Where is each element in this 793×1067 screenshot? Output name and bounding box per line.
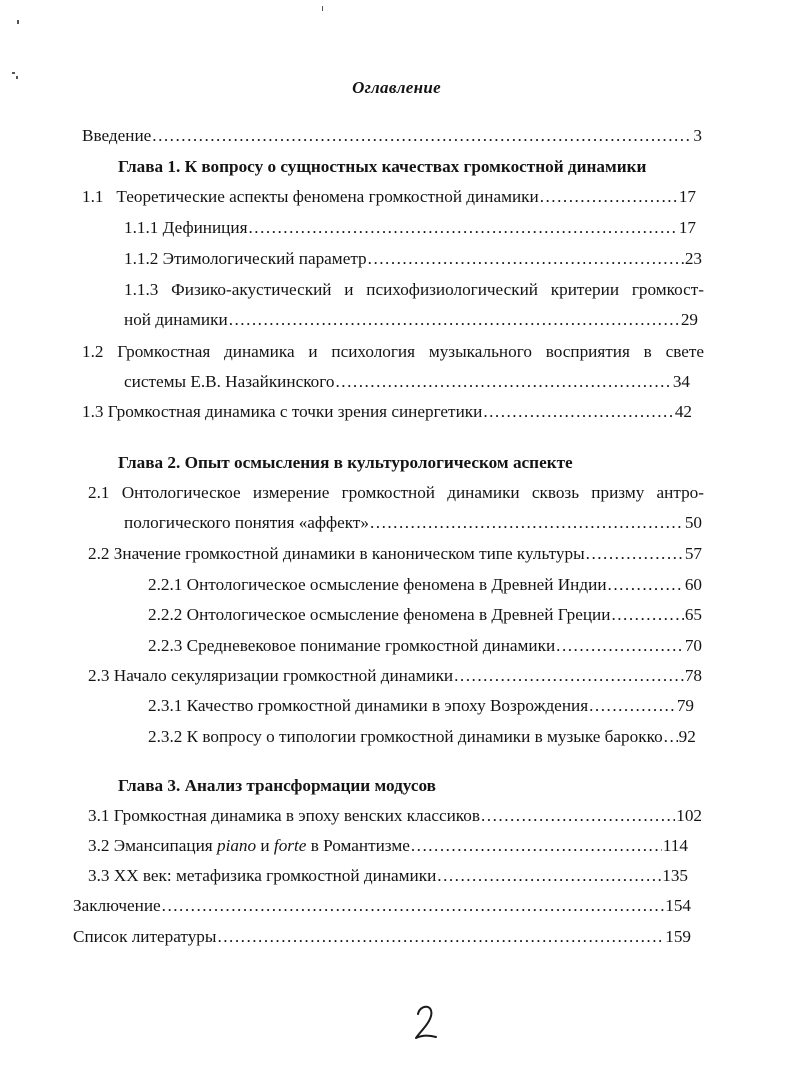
- toc-entry-2-1-line2[interactable]: [124, 511, 702, 535]
- toc-leader-dots: [162, 894, 665, 918]
- toc-page-number: 29: [680, 310, 698, 329]
- toc-page-number: 34: [672, 372, 690, 391]
- scan-speck: [322, 6, 323, 11]
- chapter-heading: Глава 3. Анализ трансформации модусов: [118, 776, 436, 795]
- toc-page-number: 17: [678, 218, 696, 237]
- toc-label: 3.3 XX век: метафизика громкостной динамики: [88, 866, 437, 885]
- toc-entry-3-3[interactable]: [88, 864, 688, 888]
- term-piano: piano: [216, 836, 257, 855]
- toc-label: 1.1.1 Дефиниция: [124, 218, 248, 237]
- toc-label: [88, 834, 410, 858]
- toc-entry-2-3-2[interactable]: [148, 725, 706, 749]
- toc-entry-intro[interactable]: [82, 124, 702, 148]
- toc-label: 3.1 Громкостная динамика в эпоху венских классиков: [88, 806, 480, 825]
- toc-label: 1.1.2 Этимологический параметр: [124, 249, 367, 268]
- toc-leader-dots: [152, 124, 692, 148]
- toc-label: 2.3.2 К вопросу о типологии громкостной динамики в музыке барокко: [148, 727, 663, 746]
- toc-entry-1-1[interactable]: [82, 185, 696, 209]
- toc-page-number: 92: [678, 727, 696, 746]
- toc-label-prefix: 3.2 Эмансипация: [88, 836, 217, 855]
- toc-label: 2.2.3 Средневековое понимание громкостной динамики: [148, 636, 556, 655]
- toc-leader-dots: [481, 804, 675, 828]
- toc-page-number: 50: [684, 513, 702, 532]
- toc-page-number: 79: [676, 696, 694, 715]
- toc-entry-3-2[interactable]: [88, 834, 688, 858]
- toc-label: Введение: [82, 126, 152, 145]
- toc-leader-dots: [368, 247, 684, 271]
- toc-entry-2-2-2[interactable]: [148, 603, 702, 627]
- toc-leader-dots: [611, 603, 683, 627]
- toc-label: Список литературы: [73, 927, 217, 946]
- toc-leader-dots: [454, 664, 684, 688]
- toc-entry-2-3-1[interactable]: [148, 694, 694, 718]
- toc-entry-1-1-3-line1[interactable]: 1.1.3 Физико-акустический и психофизиологический критерии громкост-: [124, 280, 704, 299]
- toc-label: пологического понятия «аффект»: [124, 513, 369, 532]
- toc-entry-2-3[interactable]: [88, 664, 702, 688]
- toc-label: системы Е.В. Назайкинского: [124, 372, 335, 391]
- toc-page-number: 60: [684, 575, 702, 594]
- toc-leader-dots: [556, 634, 684, 658]
- toc-leader-dots: [336, 370, 672, 394]
- toc-leader-dots: [540, 185, 678, 209]
- toc-label: 2.3 Начало секуляризации громкостной динамики: [88, 666, 454, 685]
- toc-entry-conclusion[interactable]: [73, 894, 691, 918]
- toc-label: 1.1 Теоретические аспекты феномена громкостной динамики: [82, 187, 539, 206]
- toc-page-number: 154: [665, 896, 691, 915]
- toc-page-number: 102: [676, 806, 702, 825]
- toc-page-number: 23: [684, 249, 702, 268]
- chapter-heading: Глава 2. Опыт осмысления в культурологическом аспекте: [118, 453, 573, 472]
- toc-leader-dots: [483, 400, 674, 424]
- toc-label: 2.2 Значение громкостной динамики в каноническом типе культуры: [88, 544, 585, 563]
- toc-entry-1-1-2[interactable]: [124, 247, 702, 271]
- toc-leader-dots: [608, 573, 684, 597]
- toc-label: Заключение: [73, 896, 161, 915]
- toc-entry-3-1[interactable]: [88, 804, 702, 828]
- toc-leader-dots: [229, 308, 680, 332]
- toc-label: 2.3.1 Качество громкостной динамики в эпоху Возрождения: [148, 696, 589, 715]
- toc-title: Оглавление: [352, 78, 441, 97]
- toc-page-number: 159: [665, 927, 691, 946]
- toc-leader-dots: [437, 864, 661, 888]
- toc-leader-dots: [586, 542, 684, 566]
- toc-leader-dots: [411, 834, 662, 858]
- toc-entry-1-2-line2[interactable]: [124, 370, 690, 394]
- term-forte: forte: [273, 836, 307, 855]
- chapter-heading: Глава 1. К вопросу о сущностных качествах громкостной динамики: [118, 157, 647, 176]
- toc-label: 2.2.2 Онтологическое осмысление феномена в Древней Греции: [148, 605, 611, 624]
- toc-leader-dots: [248, 216, 677, 240]
- toc-entry-references[interactable]: [73, 925, 691, 949]
- toc-page-number: 17: [678, 187, 696, 206]
- toc-label: 1.3 Громкостная динамика с точки зрения синергетики: [82, 402, 483, 421]
- toc-entry-2-2-1[interactable]: [148, 573, 702, 597]
- toc-entry-2-2[interactable]: [88, 542, 702, 566]
- toc-entry-1-1-3-line2[interactable]: [124, 308, 698, 332]
- toc-page-number: 3: [693, 126, 702, 145]
- toc-entry-1-3[interactable]: [82, 400, 692, 424]
- toc-leader-dots: [589, 694, 676, 718]
- toc-label-and: и: [256, 836, 274, 855]
- toc-entry-2-2-3[interactable]: [148, 634, 702, 658]
- scan-speck: [12, 72, 15, 74]
- scan-speck: [17, 20, 19, 24]
- toc-page-number: 42: [674, 402, 692, 421]
- toc-page-number: 135: [662, 866, 688, 885]
- toc-label: 2.2.1 Онтологическое осмысление феномена в Древней Индии: [148, 575, 607, 594]
- toc-page-number: 70: [684, 636, 702, 655]
- handwritten-page-number: [412, 1002, 440, 1042]
- toc-page-number: 114: [662, 836, 688, 855]
- toc-label: ной динамики: [124, 310, 228, 329]
- toc-entry-1-2-line1[interactable]: 1.2 Громкостная динамика и психология музыкального восприятия в свете: [82, 342, 704, 361]
- toc-leader-dots: [217, 925, 664, 949]
- toc-entry-2-1-line1[interactable]: 2.1 Онтологическое измерение громкостной динамики сквозь призму антро-: [88, 483, 704, 502]
- toc-leader-dots: [370, 511, 684, 535]
- toc-leader-dots: [664, 725, 678, 749]
- toc-page-number: 65: [684, 605, 702, 624]
- toc-entry-1-1-1[interactable]: [124, 216, 696, 240]
- toc-page-number: 57: [684, 544, 702, 563]
- toc-page-number: 78: [684, 666, 702, 685]
- toc-label-suffix: в Романтизме: [306, 836, 410, 855]
